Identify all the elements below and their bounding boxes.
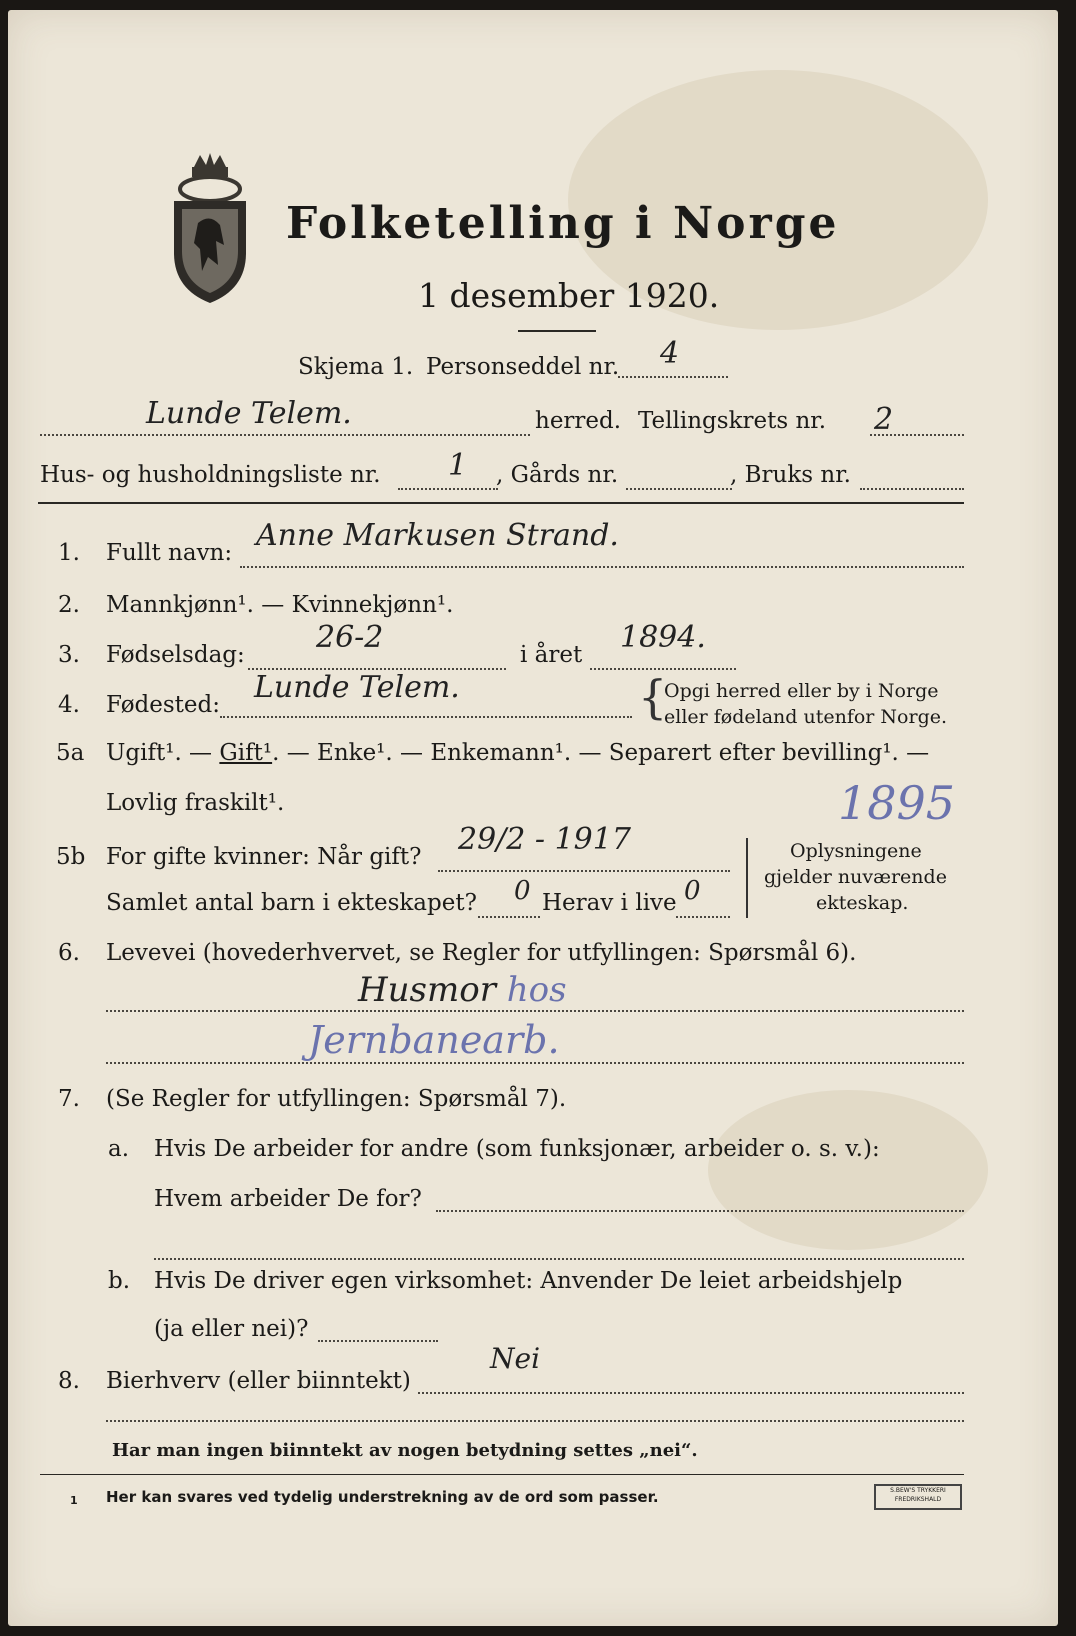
q7b-question: (ja eller nei)?	[154, 1316, 309, 1342]
birth-year-value[interactable]: 1894.	[620, 620, 706, 655]
q5b-number: 5b	[56, 844, 86, 870]
q4-number: 4.	[58, 692, 80, 718]
q6-label: Levevei (hovederhvervet, se Regler for utfyllingen: Spørsmål 6).	[106, 940, 857, 966]
hus-value[interactable]: 1	[448, 448, 468, 483]
schema-label: Skjema 1.	[298, 354, 414, 380]
printer-stamp: S.BEW'S TRYKKERI FREDRIKSHALD	[874, 1484, 962, 1510]
marriage-date-value[interactable]: 29/2 - 1917	[458, 822, 631, 857]
q7a-letter: a.	[108, 1136, 130, 1162]
children-value[interactable]: 0	[514, 876, 531, 906]
divorced-option[interactable]: Lovlig fraskilt¹.	[106, 790, 285, 816]
q3-label: Fødselsdag:	[106, 642, 245, 668]
year-label: i året	[520, 642, 583, 668]
q7-number: 7.	[58, 1086, 80, 1112]
q7a-question: Hvem arbeider De for?	[154, 1186, 422, 1212]
hus-label: Hus- og husholdningsliste nr.	[40, 462, 381, 488]
q8-number: 8.	[58, 1368, 80, 1394]
tellingskrets-label: Tellingskrets nr.	[638, 408, 827, 434]
occupation-annotation-2: Jernbanearb.	[308, 1018, 560, 1062]
q7b-letter: b.	[108, 1268, 131, 1294]
living-children-label: Herav i live	[542, 890, 677, 916]
herred-label: herred.	[535, 408, 622, 434]
marital-status-options[interactable]	[106, 740, 929, 766]
q8-label: Bierhverv (eller biinntekt)	[106, 1368, 411, 1394]
footnote-text: Her kan svares ved tydelig understrekning av de ord som passer.	[106, 1488, 659, 1506]
q4-label: Fødested:	[106, 692, 221, 718]
side-income-value[interactable]: Nei	[490, 1342, 541, 1375]
q2-number: 2.	[58, 592, 80, 618]
q7-label: (Se Regler for utfyllingen: Spørsmål 7).	[106, 1086, 567, 1112]
personseddel-value[interactable]: 4	[660, 336, 680, 371]
q1-label: Fullt navn:	[106, 540, 233, 566]
birthplace-note-1: Opgi herred eller by i Norge	[664, 680, 939, 702]
children-label: Samlet antal barn i ekteskapet?	[106, 890, 477, 916]
gift-option[interactable]: Gift¹	[219, 740, 273, 766]
q5a-number: 5a	[56, 740, 85, 766]
tellingskrets-value[interactable]: 2	[874, 402, 894, 437]
footnote-mark: 1	[70, 1494, 78, 1507]
ugift-option[interactable]: Ugift¹. —	[106, 740, 220, 766]
census-date: 1 desember 1920.	[418, 276, 720, 315]
marriage-note-1: Oplysningene	[790, 840, 922, 862]
birthplace-note-2: eller fødeland utenfor Norge.	[664, 706, 948, 728]
herred-value[interactable]: Lunde Telem.	[146, 396, 352, 431]
form-title: Folketelling i Norge	[286, 198, 840, 249]
q3-number: 3.	[58, 642, 80, 668]
bruks-label: , Bruks nr.	[730, 462, 851, 488]
marriage-note-2: gjelder nuværende	[764, 866, 947, 888]
birthdate-value[interactable]: 26-2	[316, 620, 384, 655]
coat-of-arms-icon	[168, 153, 252, 305]
marriage-year-annotation: 1895	[838, 776, 956, 830]
header-rule	[38, 502, 964, 504]
title-divider	[518, 330, 596, 332]
gards-label: , Gårds nr.	[496, 462, 619, 488]
q6-number: 6.	[58, 940, 80, 966]
birthplace-value[interactable]: Lunde Telem.	[254, 670, 460, 705]
footer-note: Har man ingen biinntekt av nogen betydning settes „nei“.	[112, 1440, 698, 1461]
marriage-note-3: ekteskap.	[816, 892, 909, 914]
other-status-options[interactable]: . — Enke¹. — Enkemann¹. — Separert efter bevilling¹. —	[272, 740, 930, 766]
full-name-value[interactable]: Anne Markusen Strand.	[256, 518, 619, 553]
q5b-label: For gifte kvinner: Når gift?	[106, 844, 422, 870]
census-form: Folketelling i Norge 1 desember 1920. Skjema 1. Personseddel nr. 4 Lunde Telem. herred. Tellingskrets nr. 2 Hus- og husholdningsliste nr. 1 , Gårds nr. , Bruks nr. 1. Fullt navn: Anne Markusen Strand. 2. Mannkjønn¹. — Kvinnekjønn¹. 3. Fødselsdag: 26-2 i året 1894. 4. Fødested: Lunde Telem. { Opgi herred eller by i Norge eller fødeland utenfor Norge. 5a Ugift¹. — Gift¹. — Enke¹. — Enkemann¹. — Separert efter bevilling¹. — Lovlig fraskilt¹. 1895 5b For gifte kvinner: Når gift? 29/2 - 1917 Samlet antal barn i ekteskapet? 0 Herav i live 0 Oplysningene gjelder nuværende ekteskap. 6. Levevei (hovederhvervet, se Regler for utfyllingen: Spørsmål 6). Husmor hos Jernbanearb. 7. (Se Regler for utfyllingen: Spørsmål 7). a. Hvis De arbeider for andre (som funksjonær, arbeider o. s. v.): Hvem arbeider De for? b. Hvis De driver egen virksomhet: Anvender De leiet arbeidshjelp (ja eller nei)? 8. Bierhverv (eller biinntekt) Nei Har man ingen biinntekt av nogen betydning settes „nei“. 1 Her kan svares ved tydelig understrekning av de ord som passer. S.BEW'S TRYKKERI FREDRIKSHALD	[8, 10, 1058, 1626]
personseddel-label: Personseddel nr.	[426, 354, 620, 380]
q7b-text: Hvis De driver egen virksomhet: Anvender De leiet arbeidshjelp	[154, 1268, 903, 1294]
q7a-text: Hvis De arbeider for andre (som funksjonær, arbeider o. s. v.):	[154, 1136, 880, 1162]
living-children-value[interactable]: 0	[684, 876, 701, 906]
occupation-value[interactable]: Husmor hos	[358, 970, 567, 1010]
q1-number: 1.	[58, 540, 80, 566]
gender-options[interactable]: Mannkjønn¹. — Kvinnekjønn¹.	[106, 592, 454, 618]
occupation-annotation-1: hos	[506, 970, 567, 1010]
